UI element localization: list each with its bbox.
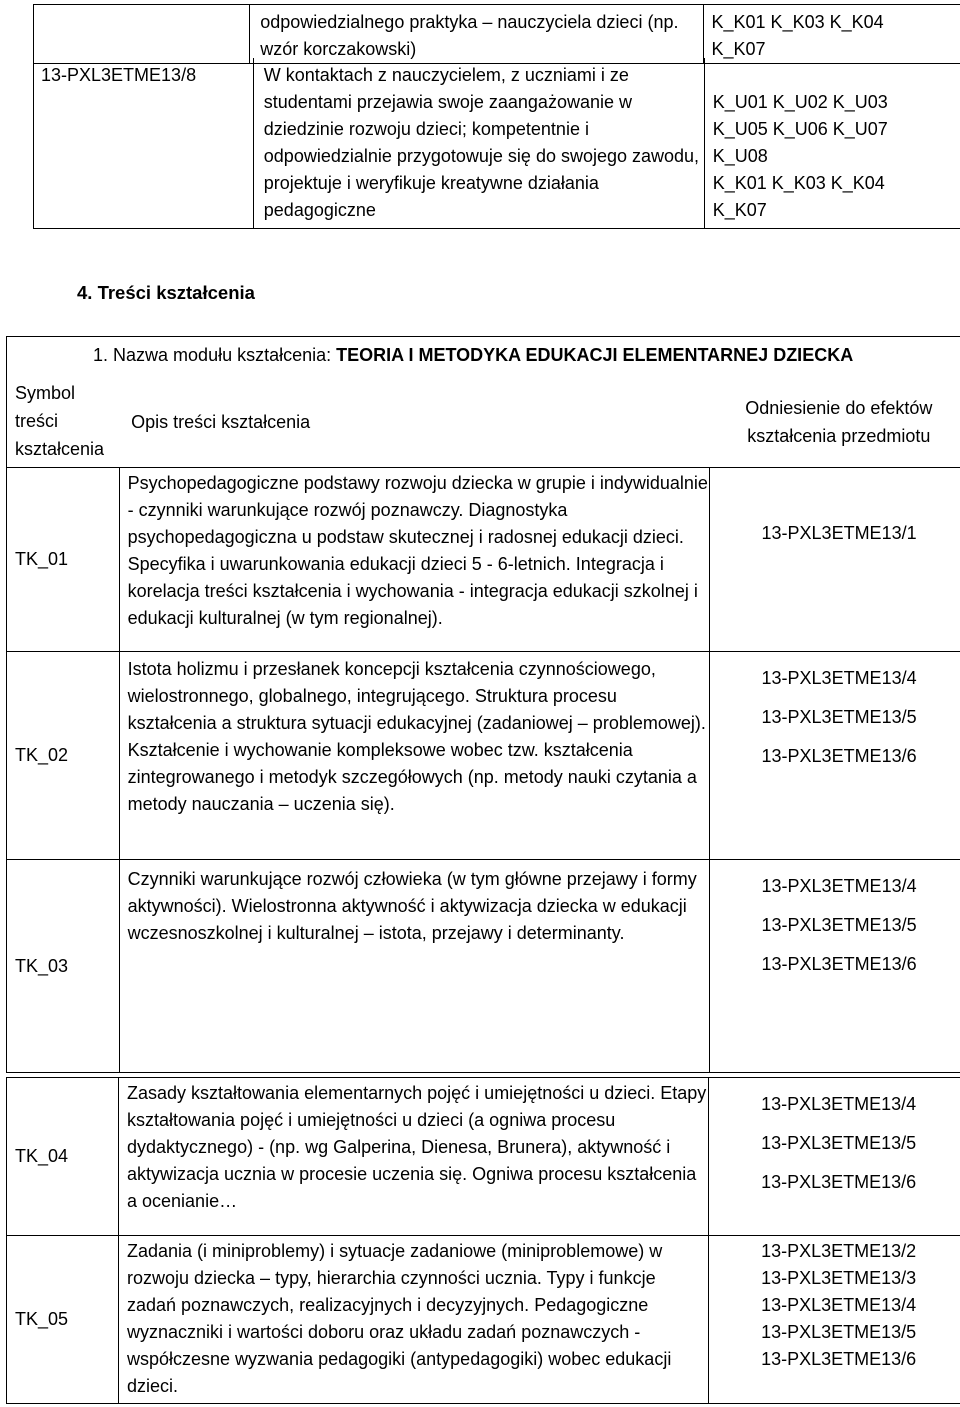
symbol-text: TK_02 <box>15 745 69 765</box>
effect-ref: 13-PXL3ETME13/3 <box>761 1268 917 1288</box>
outcome-refs: K_U01 K_U02 K_U03 K_U05 K_U06 K_U07 K_U08 K_K01 K_K03 K_K04 K_K07 <box>712 92 888 220</box>
effect-ref: 13-PXL3ETME13/4 <box>761 668 917 688</box>
content-row <box>7 468 960 652</box>
row-description <box>119 468 710 652</box>
content-row <box>7 1236 960 1404</box>
section-heading: 4. Treści kształcenia <box>77 282 255 303</box>
description-text: Istota holizmu i przesłanek koncepcji kształcenia czynnościowego, wielostronnego, globalnego, integrującego. Struktura procesu kształcenia a struktura sytuacji edukacyjnej (zadaniowej – problemowej). Kształcenie i wychowanie kompleksowe wobec tzw. kształcenia zintegrowanego i metodyk szczegółowych (np. metody nauki czytania a metody nauczania – uczenia się). <box>127 659 706 814</box>
outcome-code-cell <box>34 5 250 64</box>
outcome-text-cell <box>250 5 703 64</box>
effect-ref: 13-PXL3ETME13/5 <box>761 1133 917 1153</box>
module-title <box>93 345 853 365</box>
outcome-text-cell <box>253 58 704 229</box>
header-symbol <box>7 373 120 468</box>
content-row <box>7 1078 960 1236</box>
row-symbol <box>7 1078 119 1236</box>
outcome-text: W kontaktach z nauczycielem, z uczniami i ze studentami przejawia swoje zaangażowanie w dziedzinie rozwoju dzieci; kompetentnie i odpowiedzialnie przygotowuje się do swojego zawodu, projektuje i weryfikuje kreatywne działania pedagogiczne <box>263 65 700 220</box>
outcome-code: 13-PXL3ETME13/8 <box>41 65 197 85</box>
outcome-text: odpowiedzialnego praktyka – nauczyciela dzieci (np. wzór korczakowski) <box>260 12 679 59</box>
module-label: Nazwa modułu kształcenia: <box>113 345 332 365</box>
learning-outcomes-table-row2 <box>33 58 960 229</box>
effect-ref: 13-PXL3ETME13/4 <box>761 1094 917 1114</box>
row-symbol <box>7 860 120 1073</box>
effect-ref: 13-PXL3ETME13/6 <box>761 1349 917 1369</box>
content-row <box>7 860 960 1073</box>
effect-ref: 13-PXL3ETME13/5 <box>761 915 917 935</box>
outcome-code-cell <box>34 58 254 229</box>
row-effects <box>709 1078 960 1236</box>
header-description-text: Opis treści kształcenia <box>131 411 311 432</box>
header-effects <box>710 373 960 468</box>
row-description <box>119 1078 709 1236</box>
effect-ref: 13-PXL3ETME13/6 <box>761 1172 917 1192</box>
description-text: Zadania (i miniproblemy) i sytuacje zadaniowe (miniproblemowe) w rozwoju dziecka – typy, hierarchia czynności ucznia. Typy i funkcje zadań poznawczych, realizacyjnych i decyzyjnych. Pedagogiczne wyznaczniki i wartości doboru oraz układu zadań poznawczych - współczesne wyzwania pedagogiki (antypedagogiki) wobec edukacji dzieci. <box>127 1241 672 1396</box>
module-title-row <box>7 337 960 374</box>
learning-outcomes-table <box>33 4 960 64</box>
description-text: Psychopedagogiczne podstawy rozwoju dziecka w grupie i indywidualnie - czynniki warunkujące rozwój poznawczy. Diagnostyka psychopedagogiczna u podstaw skutecznej i radosnej edukacji dzieci. Specyfika i uwarunkowania edukacji dzieci 5 - 6-letnich. Integracja i korelacja treści kształcenia i wychowania - integracja edukacji szkolnej i edukacji kulturalnej (w tym regionalnej). <box>127 473 708 628</box>
header-row <box>7 373 960 468</box>
row-effects <box>710 652 960 860</box>
row-effects <box>710 468 960 652</box>
effect-ref: 13-PXL3ETME13/1 <box>761 523 917 543</box>
description-text: Czynniki warunkujące rozwój człowieka (w tym główne przejawy i formy aktywności). Wielostronna aktywność i aktywizacja dziecka w edukacji wczesnoszkolnej i kulturalnej – istota, przejawy i determinanty. <box>127 869 697 943</box>
effect-ref: 13-PXL3ETME13/2 <box>761 1241 917 1261</box>
row-symbol <box>7 1236 119 1404</box>
symbol-text: TK_03 <box>15 955 69 976</box>
outcome-row <box>34 58 960 229</box>
row-description <box>119 860 710 1073</box>
effect-ref: 13-PXL3ETME13/5 <box>761 1322 917 1342</box>
description-text: Zasady kształtowania elementarnych pojęć i umiejętności u dzieci. Etapy kształtowania pojęć i umiejętności u dzieci (a ogniwa procesu dydaktycznego) - (np. wg Galperina, Dienesa, Brunera), aktywność i aktywizacja ucznia w procesie uczenia się. Ogniwa procesu kształcenia a ocenianie… <box>127 1083 707 1211</box>
effect-ref: 13-PXL3ETME13/6 <box>761 954 917 974</box>
outcome-refs: K_K01 K_K03 K_K04 K_K07 <box>711 12 884 59</box>
outcome-row <box>34 5 960 64</box>
row-symbol <box>7 652 120 860</box>
symbol-text: TK_04 <box>15 1146 69 1166</box>
module-name: TEORIA I METODYKA EDUKACJI ELEMENTARNEJ DZIECKA <box>336 345 854 365</box>
row-description <box>119 1236 709 1404</box>
module-content-table-continued <box>6 1077 960 1404</box>
row-symbol <box>7 468 120 652</box>
effect-ref: 13-PXL3ETME13/4 <box>761 876 917 896</box>
header-effects-text: Odniesienie do efektów kształcenia przedmiotu <box>745 398 933 446</box>
effect-ref: 13-PXL3ETME13/6 <box>761 746 917 766</box>
header-description <box>119 373 710 468</box>
row-effects <box>710 860 960 1073</box>
module-number: 1. <box>93 345 109 365</box>
symbol-text: TK_01 <box>15 549 69 569</box>
module-title-cell <box>7 337 960 374</box>
effect-ref: 13-PXL3ETME13/4 <box>761 1295 917 1315</box>
header-symbol-text: Symbol treści kształcenia <box>15 383 105 459</box>
outcome-refs-cell <box>703 5 960 64</box>
row-effects <box>709 1236 960 1404</box>
module-content-table <box>6 336 960 1073</box>
symbol-text: TK_05 <box>15 1309 69 1329</box>
effect-ref: 13-PXL3ETME13/5 <box>761 707 917 727</box>
row-description <box>119 652 710 860</box>
content-row <box>7 652 960 860</box>
outcome-refs-cell <box>704 58 960 229</box>
